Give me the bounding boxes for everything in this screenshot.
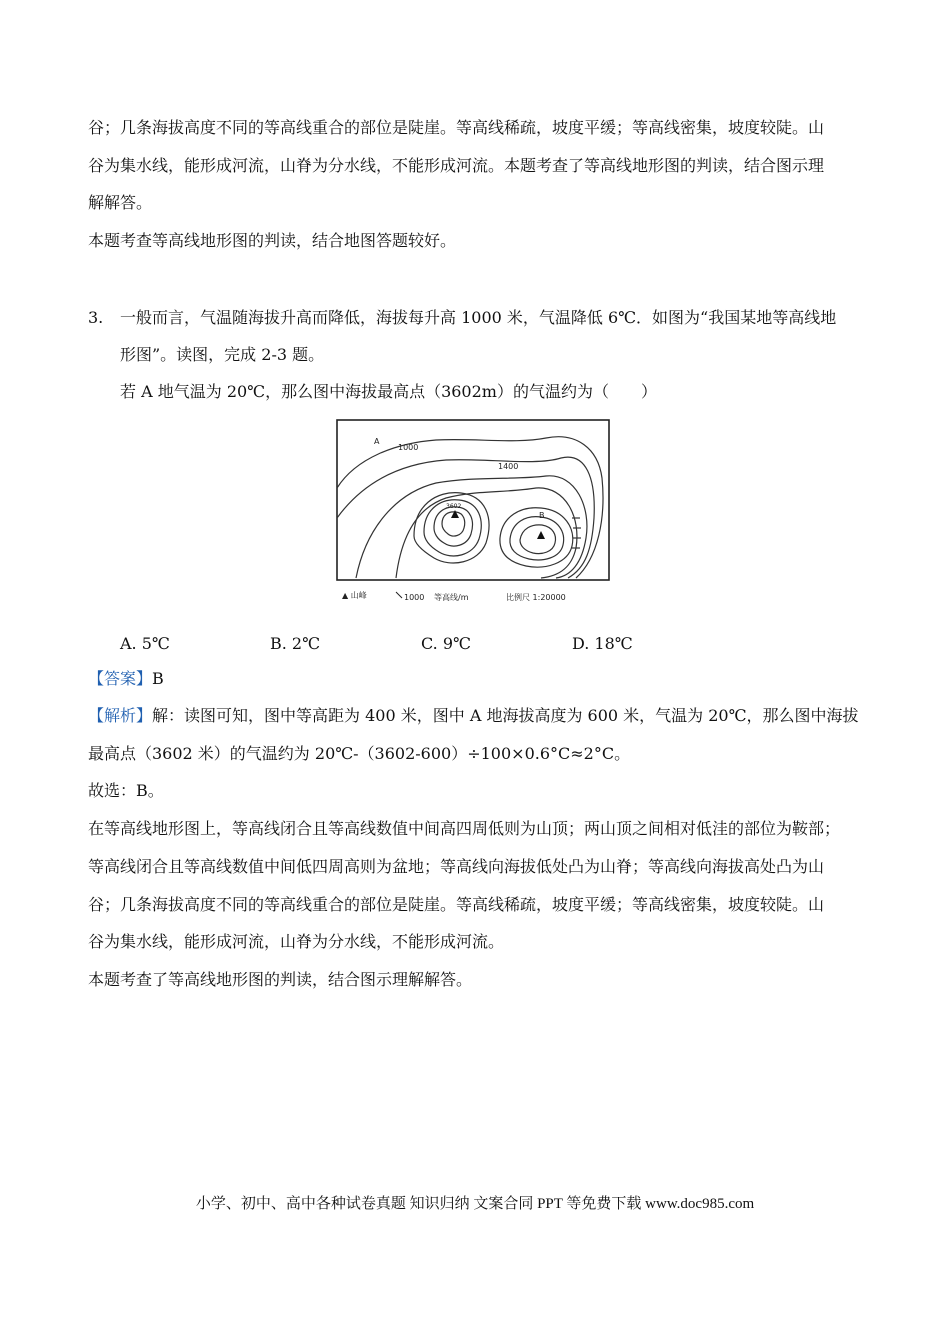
option-d: D. 18℃ <box>572 634 633 653</box>
question-stem: 形图”。读图，完成 2-3 题。 <box>120 345 325 364</box>
answer-value: B <box>152 669 164 688</box>
sub-question: 若 A 地气温为 20℃，那么图中海拔最高点（3602m）的气温约为（ ） <box>120 382 657 401</box>
option-b: B. 2℃ <box>270 634 321 653</box>
legend-contour-sample <box>396 592 402 598</box>
analysis-line: 最高点（3602 米）的气温约为 20℃-（3602-600）÷100×0.6°C≈2°C。 <box>88 744 631 763</box>
analysis-text: 解：读图可知，图中等高距为 400 米，图中 A 地海拔高度为 600 米，气温为 20℃，那么图中海拔 <box>152 706 859 725</box>
option-a: A. 5℃ <box>120 634 170 653</box>
map-label-peak: 3602 <box>446 503 462 510</box>
contour-map <box>336 418 612 610</box>
legend-contour-text: 等高线/m <box>434 593 469 602</box>
map-label-b: B <box>539 511 545 520</box>
legend-scale: 比例尺 1:20000 <box>506 593 566 602</box>
analysis-line <box>88 705 859 727</box>
analysis-choice: 故选：B。 <box>88 781 164 800</box>
legend-peak: ▲ 山峰 <box>342 591 367 600</box>
legend-contour-value: 1000 <box>404 593 425 602</box>
analysis-line: 在等高线地形图上，等高线闭合且等高线数值中间高四周低则为山顶；两山顶之间相对低洼的部位为鞍部； <box>88 819 841 838</box>
analysis-line: 谷为集水线，能形成河流，山脊为分水线，不能形成河流。 <box>88 932 505 951</box>
question-stem: 一般而言，气温随海拔升高而降低，海拔每升高 1000 米，气温降低 6℃．如图为“我国某地等高线地 <box>120 308 837 327</box>
paragraph-line: 谷为集水线，能形成河流，山脊为分水线，不能形成河流。本题考查了等高线地形图的判读，结合图示理 <box>88 156 825 175</box>
analysis-label: 【解析】 <box>88 706 153 725</box>
map-label-contour: 1000 <box>398 443 419 452</box>
paragraph-line: 谷；几条海拔高度不同的等高线重合的部位是陡崖。等高线稀疏，坡度平缓；等高线密集，坡度较陡。山 <box>88 118 825 137</box>
question-number: 3. <box>88 308 104 327</box>
map-label-a: A <box>374 437 380 446</box>
analysis-line: 本题考查了等高线地形图的判读，结合图示理解解答。 <box>88 970 473 989</box>
analysis-line: 谷；几条海拔高度不同的等高线重合的部位是陡崖。等高线稀疏，坡度平缓；等高线密集，坡度较陡。山 <box>88 895 825 914</box>
paragraph-line: 解解答。 <box>88 193 153 212</box>
answer-line <box>88 668 164 690</box>
map-label-contour: 1400 <box>498 462 519 471</box>
answer-label: 【答案】 <box>88 669 153 688</box>
paragraph-line: 本题考查等高线地形图的判读，结合地图答题较好。 <box>88 231 457 250</box>
page-footer: 小学、初中、高中各种试卷真题 知识归纳 文案合同 PPT 等免费下载 www.doc985.com <box>195 1196 755 1212</box>
option-c: C. 9℃ <box>421 634 471 653</box>
analysis-line: 等高线闭合且等高线数值中间低四周高则为盆地；等高线向海拔低处凸为山脊；等高线向海拔高处凸为山 <box>88 857 825 876</box>
